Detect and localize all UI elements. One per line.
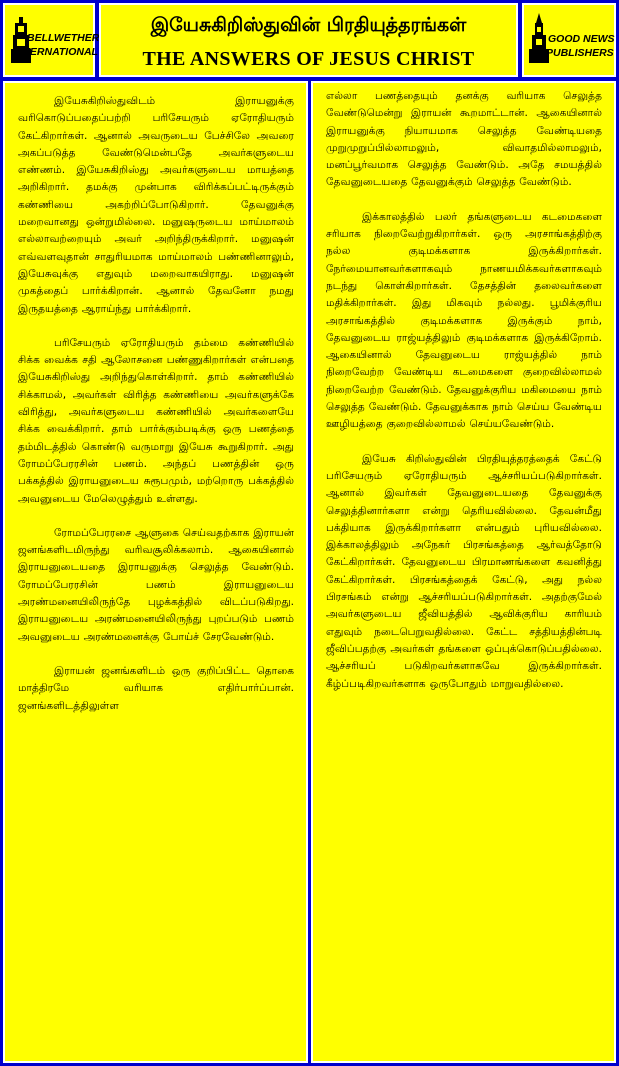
left-paragraph-1: இயேசுகிறிஸ்துவிடம் இராயனுக்கு வரிகொடுப்பதைப்பற்றி பரிசேயரும் ஏரோதியரும் கேட்கிறார்கள். ஆனால் அவருடைய பேச்சிலே அவரை அகப்படுத்த வேண்டுமென்பதே அவர்களுடைய எண்ணம். இயேசுகிறிஸ்து அவர்களுடைய மாயத்தை அறிகிறார். தமக்கு முன்பாக விரிக்கப்பட்டிருக்கும் கண்ணியை அகற்றிப்போடுகிறார். தேவனுக்கு மறைவானது ஒன்றுமில்லை. மனுஷருடைய மாய்மாலம் எல்லாவற்றையும் அவர் அறிந்திருக்கிறார். மனுஷன் எவ்வளவுதான் சாதுரியமாக மாய்மாலம் பண்ணினாலும், இயேசுவுக்கு எதுவும் மறைவாகயிராது. மனுஷன் முகத்தைப் பார்க்கிறான். ஆனால் தேவனோ நமது இருதயத்தை ஆராய்ந்து பார்க்கிறார். [18,95,294,315]
english-title: THE ANSWERS OF JESUS CHRIST [142,48,475,70]
tamil-title: இயேசுகிறிஸ்துவின் பிரதியுத்தரங்கள் [150,14,467,36]
good-news-logo-line2: PUBLISHERS [546,47,614,59]
good-news-logo [522,3,616,77]
bellwether-logo-line2: INTERNATIONAL [13,46,98,58]
right-paragraph-1: எல்லா பணத்தையும் தனக்கு வரியாக செலுத்த வேண்டுமென்று இராயன் கூறமாட்டான். ஆகையினால் இராயனுக்கு நியாயமாக செலுத்த வேண்டியதை முறுமுறுப்பில்லாமலும், விவாதமில்லாமலும், மனப்பூர்வமாக செலுத்த வேண்டும். அதே சமயத்தில் தேவனுடையதை தேவனுக்கும் செலுத்த வேண்டும். [326,90,602,189]
good-news-logo-line1: GOOD NEWS [548,33,615,45]
header-banner [3,3,616,77]
right-paragraph-3: இயேசு கிறிஸ்துவின் பிரதியுத்தரத்தைக் கேட்டு பரிசேயரும் ஏரோதியரும் ஆச்சரியப்படுகிறார்கள். ஆனால் இவர்கள் தேவனுடையதை தேவனுக்கு செலுத்தினார்களா என்று தெரியவில்லை. தேவன்மீது பக்தியாக இருக்கிறார்களா என்பதும் புரியவில்லை. இக்காலத்திலும் அநேகர் பிரசங்கத்தை ஆர்வத்தோடு கேட்கிறார்கள். தேவனுடைய பிரமாணங்களை கவனித்து கேட்கிறார்கள். பிரசங்கத்தைக் கேட்டு, அது நல்ல பிரசங்கம் என்று ஆச்சரியப்படுகிறார்கள். அதற்குமேல் அவர்களுடைய ஜீவியத்தில் ஆவிக்குரிய காரியம் எதுவும் நடைபெறுவதில்லை. கேட்ட சத்தியத்தின்படி ஜீவிப்பதற்கு அவர்கள் தங்களை ஒப்புக்கொடுப்பதில்லை. ஆச்சரியப் படுகிறவர்களாகவே இருக்கிறார்கள். கீழ்ப்படிகிறவர்களாக ஒருபோதும் மாறுவதில்லை. [326,452,602,690]
right-paragraph-2: இக்காலத்தில் பலர் தங்களுடைய கடமைகளை சரியாக நிறைவேற்றுகிறார்கள். ஒரு அரசாங்கத்திற்கு நல்ல குடிமக்களாக இருக்கிறார்கள். நேர்மையானவர்களாகவும் நாணயமிக்கவர்களாகவும் நடந்து கொள்கிறார்கள். தேசத்தின் தலைவர்களை மதிக்கிறார்கள். இது மிகவும் நல்லது. பூமிக்குரிய அரசாங்கத்தில் குடிமக்களாக இருக்கும் நாம், தேவனுடைய ராஜ்யத்திலும் குடிமக்களாக இருக்கிறோம். ஆகையினால் தேவனுடைய ராஜ்யத்தில் நாம் நிறைவேற்ற வேண்டிய கடமைகளை குறைவில்லாமல் நிறைவேற்ற வேண்டும். தேவனுக்குரிய மகிமையை நாம் செலுத்த வேண்டும். தேவனுக்காக நாம் செய்ய வேண்டிய ஊழியத்தை குறைவில்லாமல் செய்யவேண்டும். [326,210,602,431]
left-paragraph-2: பரிசேயரும் ஏரோதியரும் தம்மை கண்ணியில் சிக்க வைக்க சதி ஆலோசனை பண்ணுகிறார்கள் என்பதை இயேசுகிறிஸ்து அறிந்துகொள்கிறார். தாம் கண்ணியில் சிக்காமல், அவர்கள் விரித்த கண்ணியை அவர்களுக்கே விரித்து, அவர்களுடைய கண்ணியில் அவர்களையே சிக்க வைக்கிறார். தாம் பார்க்கும்படிக்கு ஒரு பணத்தை தம்மிடத்தில் கொண்டு வருமாறு இயேசு கூறுகிறார். அது ரோமப்பேரரசின் பணம். அந்தப் பணத்தின் ஒரு பக்கத்தில் இராயனுடைய சுரூபமும், மற்றொரு பக்கத்தில் அவனுடைய மேலெழுத்தும் உள்ளது. [18,336,294,505]
bellwether-logo-line1: BELLWETHER [27,32,100,44]
right-column [311,81,616,1063]
left-paragraph-4: இராயன் ஜனங்களிடம் ஒரு குறிப்பிட்ட தொகை மாத்திரமே வரியாக எதிர்பார்ப்பான். ஜனங்களிடத்திலுள்ள [18,664,294,712]
title-box [99,3,518,77]
left-paragraph-3: ரோமப்பேரரசை ஆளுகை செய்வதற்காக இராயன் ஜனங்களிடமிருந்து வரிவசூலிக்கலாம். ஆகையினால் இராயனுடையதை இராயனுக்கு செலுத்த வேண்டும். ரோமப்பேரரசின் பணம் இராயனுடைய அரண்மனையிலிருந்தே புழக்கத்தில் விடப்படுகிறது. இராயனுடைய அரண்மனையிலிருந்து புறப்படும் பணம் அவனுடைய அரண்மனைக்கு போய்ச் சேரவேண்டும். [18,526,294,643]
left-column [3,81,308,1063]
bellwether-logo [3,3,100,77]
